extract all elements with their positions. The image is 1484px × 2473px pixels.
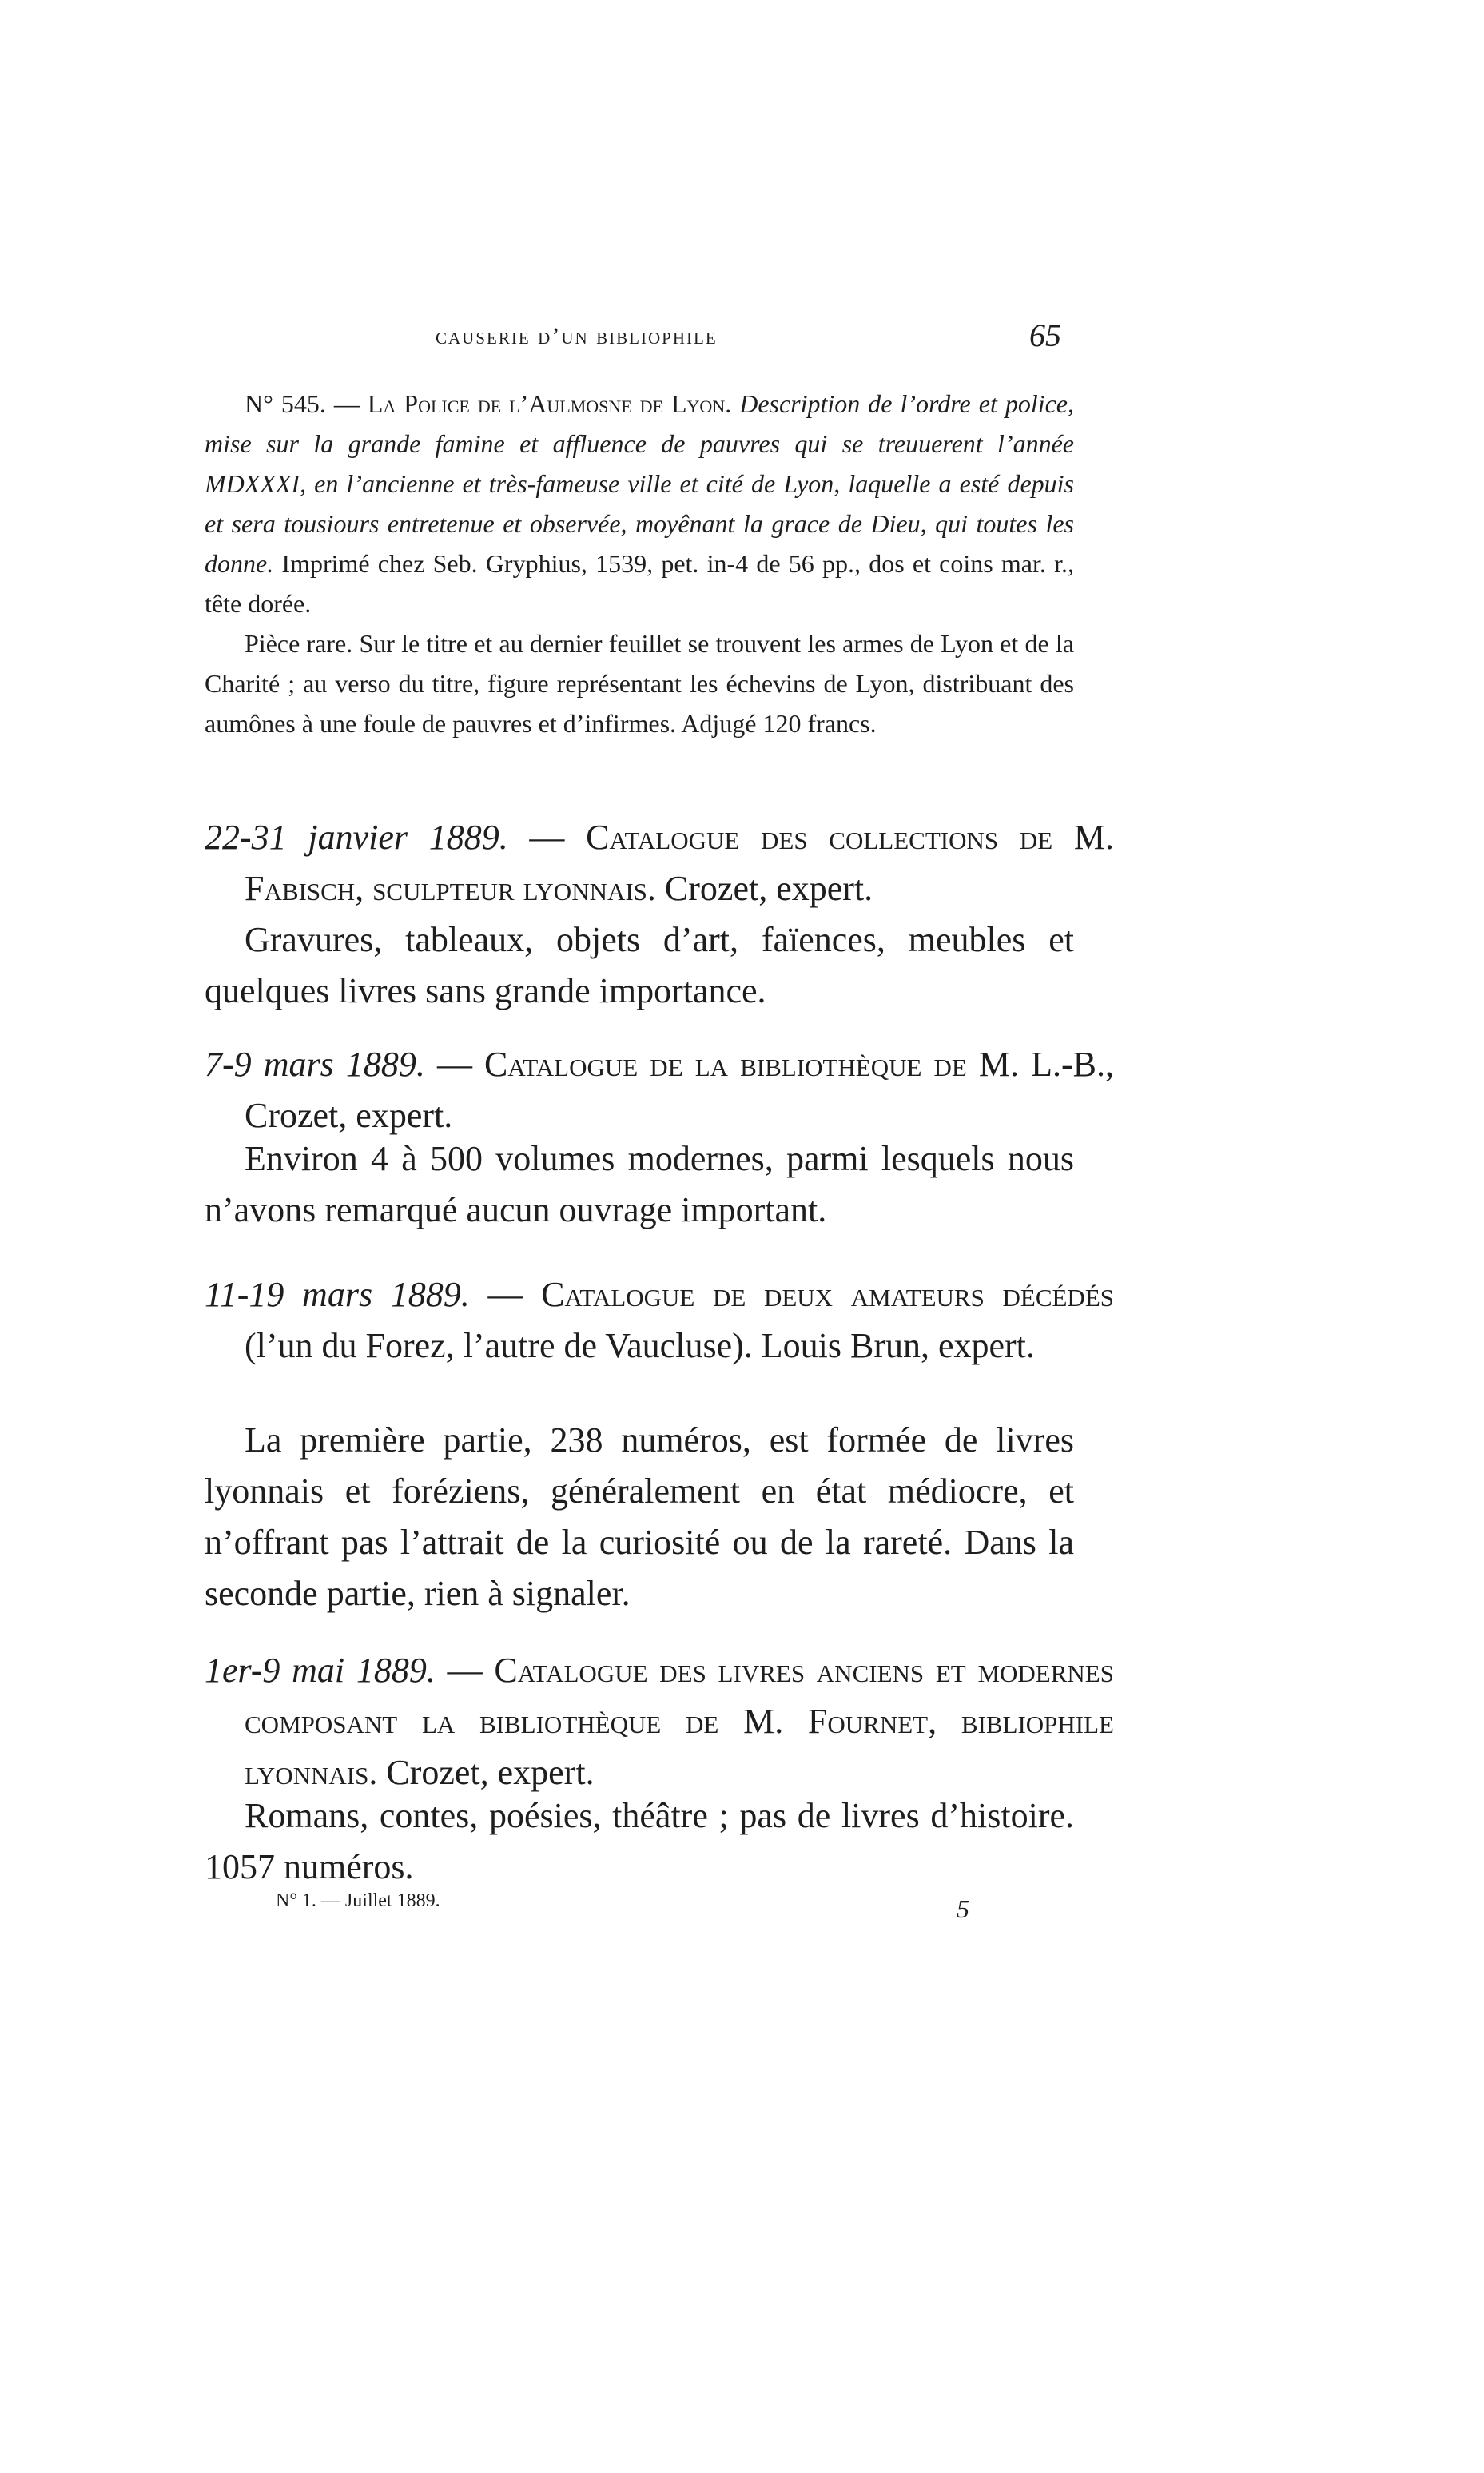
signature-mark: N° 1. — Juillet 1889. xyxy=(276,1890,440,1911)
entry-title: Catalogue des collections de M. Fabisch, sculpteur lyonnais. xyxy=(245,818,1114,908)
entry-expert: Crozet, expert. xyxy=(245,1096,453,1135)
entry-dash: — xyxy=(435,1651,495,1690)
entry-lb xyxy=(205,1039,1114,1141)
entry-date: 7-9 mars 1889. xyxy=(205,1045,425,1084)
entry-lead: N° 545. — xyxy=(245,389,368,418)
signature-number: 5 xyxy=(957,1894,969,1923)
entry-heading xyxy=(205,1269,1114,1372)
entry-expert: (l’un du Forez, l’autre de Vaucluse). Louis Brun, expert. xyxy=(245,1326,1035,1365)
entry-note: Pièce rare. Sur le titre et au dernier feuillet se trouvent les armes de Lyon et de la Charité ; au verso du titre, figure représentant les échevins de Lyon, distribuant des aumônes à une foule de pauvres et d’infirmes. Adjugé 120 francs. xyxy=(205,629,1074,738)
entry-fournet-note: Romans, contes, poésies, théâtre ; pas de livres d’histoire. 1057 numéros. xyxy=(205,1796,1074,1886)
entry-text xyxy=(205,384,1074,623)
entry-title: Catalogue de deux amateurs décédés xyxy=(541,1275,1114,1314)
entry-lb-note: Environ 4 à 500 volumes modernes, parmi lesquels nous n’avons remarqué aucun ouvrage important. xyxy=(205,1139,1074,1229)
entry-expert: Crozet, expert. xyxy=(377,1753,595,1792)
entry-italic-title: Description de l’ordre et police, mise sur la grande famine et affluence de pauvres qui se treuuerent l’année MDXXXI, en l’ancienne et très-fameuse ville et cité de Lyon, laquelle a esté depuis et sera tousiours entretenue et observée, moyênant la grace de Dieu, qui toutes les donne. xyxy=(205,389,1075,578)
entry-fournet xyxy=(205,1645,1114,1798)
entry-imprint: Imprimé chez Seb. Gryphius, 1539, pet. in-4 de 56 pp., dos et coins mar. r., tête dorée. xyxy=(205,549,1074,618)
entry-dash: — xyxy=(469,1275,542,1314)
entry-dash: — xyxy=(507,818,587,857)
entry-title: Catalogue de la bibliothèque de M. L.-B., xyxy=(484,1045,1115,1084)
entry-deux-amateurs-note: La première partie, 238 numéros, est formée de livres lyonnais et foréziens, généralement en état médiocre, et n’offrant pas l’attrait de la curiosité ou de la rareté. Dans la seconde partie, rien à signaler. xyxy=(205,1420,1074,1613)
entry-fabisch xyxy=(205,812,1114,914)
entry-title: La Police de l’Aulmosne de Lyon. xyxy=(367,389,732,418)
entry-heading xyxy=(205,1039,1115,1141)
entry-expert: Crozet, expert. xyxy=(655,869,873,908)
entry-date: 11-19 mars 1889. xyxy=(205,1275,470,1314)
entry-date: 22-31 janvier 1889. xyxy=(205,818,508,857)
entry-heading xyxy=(205,1645,1114,1798)
page-number: 65 xyxy=(1029,317,1061,353)
entry-545 xyxy=(205,384,1074,743)
running-title: causerie d’un bibliophile xyxy=(436,323,718,349)
entry-date: 1er-9 mai 1889. xyxy=(205,1651,436,1690)
entry-dash: — xyxy=(424,1045,485,1084)
entry-title: Catalogue des livres anciens et modernes composant la bibliothèque de M. Fournet, bibliophile lyonnais. xyxy=(245,1651,1114,1792)
entry-heading xyxy=(205,812,1114,914)
entry-fabisch-note: Gravures, tableaux, objets d’art, faïences, meubles et quelques livres sans grande importance. xyxy=(205,920,1074,1010)
entry-deux-amateurs xyxy=(205,1269,1114,1372)
